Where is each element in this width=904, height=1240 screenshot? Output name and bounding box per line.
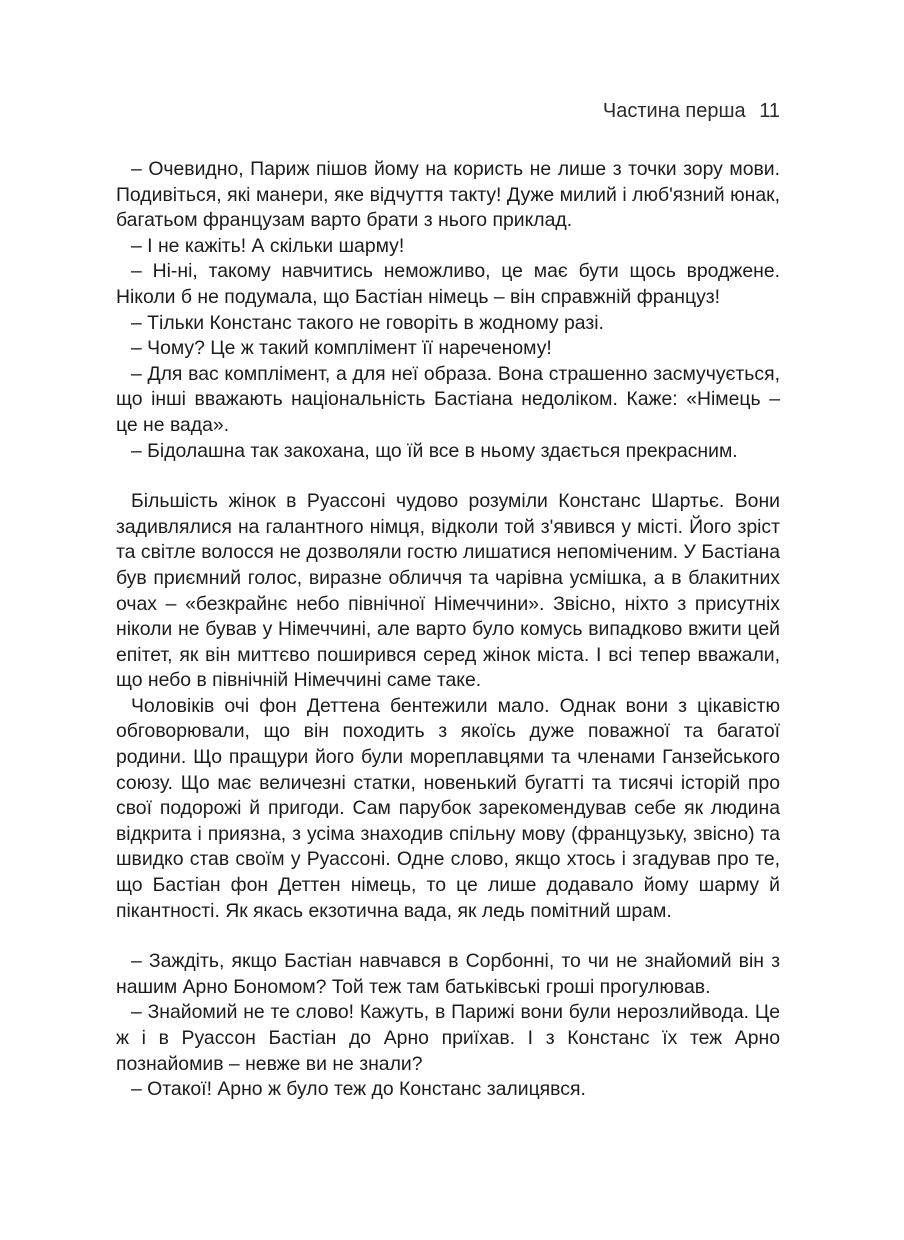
paragraph: Чоловіків очі фон Деттена бентежили мало. Однак вони з цікавістю обговорювали, що він походить з якоїсь дуже поважної та багатої родини. Що пращури його були мореплавцями та членами Ганзейського союзу. Що має величезні статки, новенький бугатті та тисячі історій про свої подорожі й пригоди. Сам парубок зарекомендував себе як людина відкрита і приязна, з усіма знаходив спільну мову (французьку, звісно) та швидко став своїм у Руассоні. Одне слово, якщо хтось і згадував про те, що Бастіан фон Деттен німець, то це лише додавало йому шарму й пікантності. Як якась екзотична вада, як ледь помітний шрам. — [116, 694, 780, 922]
paragraph: – Знайомий не те слово! Кажуть, в Парижі вони були нерозлийвода. Це ж і в Руассон Бастіан до Арно приїхав. І з Констанс їх теж Арно познайомив – невже ви не знали? — [116, 1001, 780, 1075]
paragraph: – Тільки Констанс такого не говоріть в жодному разі. — [131, 311, 604, 334]
section-gap — [116, 924, 780, 949]
paragraph: – Чому? Це ж такий комплімент її нареченому! — [131, 337, 552, 360]
section-title: Частина перша — [602, 100, 746, 122]
dialogue-block-1 — [116, 157, 780, 464]
page-body — [116, 157, 780, 1103]
paragraph: – І не кажіть! А скільки шарму! — [131, 234, 405, 257]
section-gap — [116, 464, 780, 489]
paragraph: – Для вас комплімент, а для неї образа. Вона страшенно засмучується, що інші вважають національність Бастіана недоліком. Каже: «Німець – це не вада». — [116, 362, 780, 436]
page-number: 11 — [759, 100, 780, 122]
paragraph: – Отакої! Арно ж було теж до Констанс залицявся. — [131, 1078, 586, 1101]
paragraph: – Заждіть, якщо Бастіан навчався в Сорбонні, то чи не знайомий він з нашим Арно Бономом? Той теж там батьківські гроші прогулював. — [116, 950, 780, 998]
paragraph: – Ні-ні, такому навчитись неможливо, це має бути щось вроджене. Ніколи б не подумала, що Бастіан німець – він справжній француз! — [116, 260, 780, 308]
paragraph: – Очевидно, Париж пішов йому на користь не лише з точки зору мови. Подивіться, які манери, яке відчуття такту! Дуже милий і люб'язний юнак, багатьом французам варто брати з нього приклад. — [116, 158, 780, 232]
paragraph: Більшість жінок в Руассоні чудово розуміли Констанс Шартьє. Вони задивлялися на галантного німця, відколи той з'явився у місті. Його зріст та світле волосся не дозволяли гостю лишатися непоміченим. У Бастіана був приємний голос, виразне обличчя та чарівна усмішка, а в блакитних очах – «безкрайнє небо північної Німеччини». Звісно, ніхто з присутніх ніколи не бував у Німеччині, але варто було комусь випадково вжити цей епітет, як він миттєво поширився серед жінок міста. І всі тепер вважали, що небо в північній Німеччині саме таке. — [116, 490, 780, 692]
running-header — [603, 98, 780, 124]
paragraph: – Бідолашна так закохана, що їй все в ньому здається прекрасним. — [131, 439, 738, 462]
narrative-block — [116, 489, 780, 924]
dialogue-block-2 — [116, 949, 780, 1103]
